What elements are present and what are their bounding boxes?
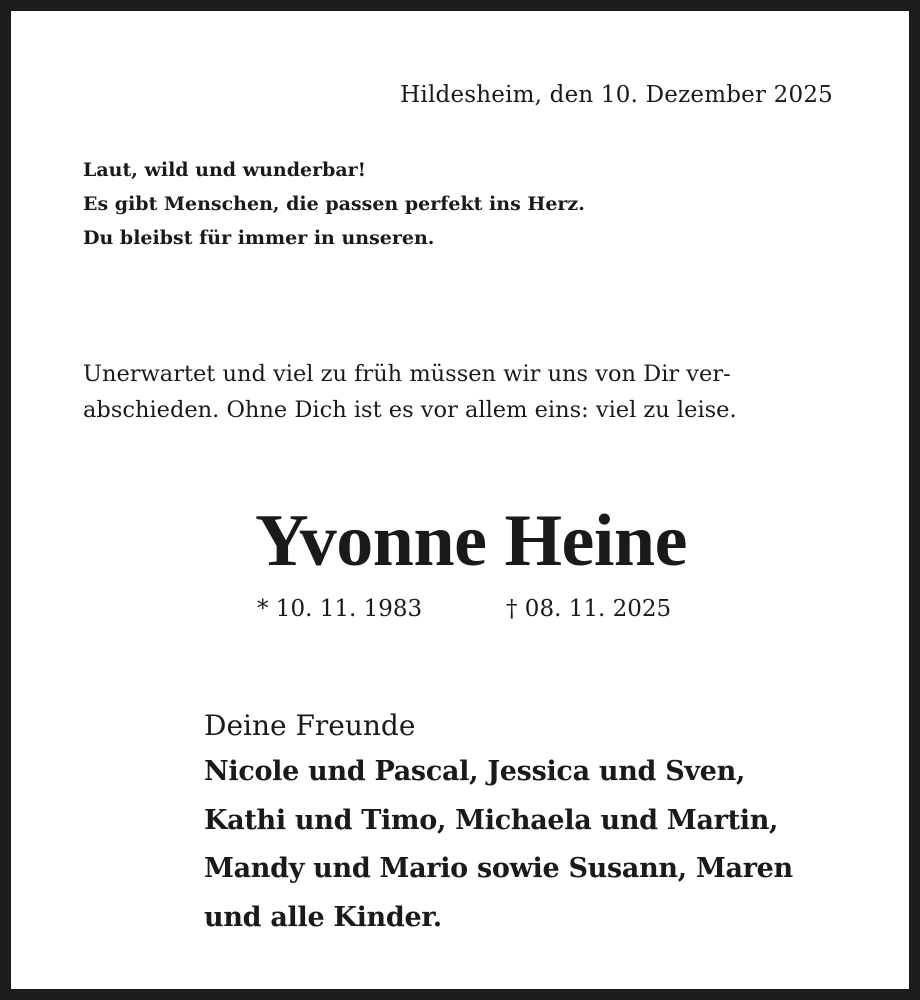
motto-line: Du bleibst für immer in unseren.: [83, 227, 435, 249]
place-date: Hildesheim, den 10. Dezember 2025: [400, 82, 833, 108]
intro-line: Unerwartet und viel zu früh müssen wir uns von Dir ver-: [83, 361, 731, 387]
intro-line: abschieden. Ohne Dich ist es vor allem eins: viel zu leise.: [83, 397, 737, 423]
motto-line: Laut, wild und wunderbar!: [83, 159, 367, 181]
deceased-name: Yvonne Heine: [255, 500, 687, 582]
mourners-line: Nicole und Pascal, Jessica und Sven,: [204, 756, 746, 787]
mourners-intro: Deine Freunde: [204, 709, 416, 742]
motto-line: Es gibt Menschen, die passen perfekt ins Herz.: [83, 193, 585, 215]
mourners-line: und alle Kinder.: [204, 901, 442, 933]
intro-text: [83, 356, 873, 428]
mourners-line: Kathi und Timo, Michaela und Martin,: [204, 804, 779, 836]
motto: [83, 153, 585, 255]
mourners-names: [204, 748, 793, 942]
mourners-line: Mandy und Mario sowie Susann, Maren: [204, 853, 793, 884]
birth-date: * 10. 11. 1983: [257, 596, 423, 622]
death-date: † 08. 11. 2025: [506, 596, 672, 622]
mourners-block: [204, 704, 793, 942]
